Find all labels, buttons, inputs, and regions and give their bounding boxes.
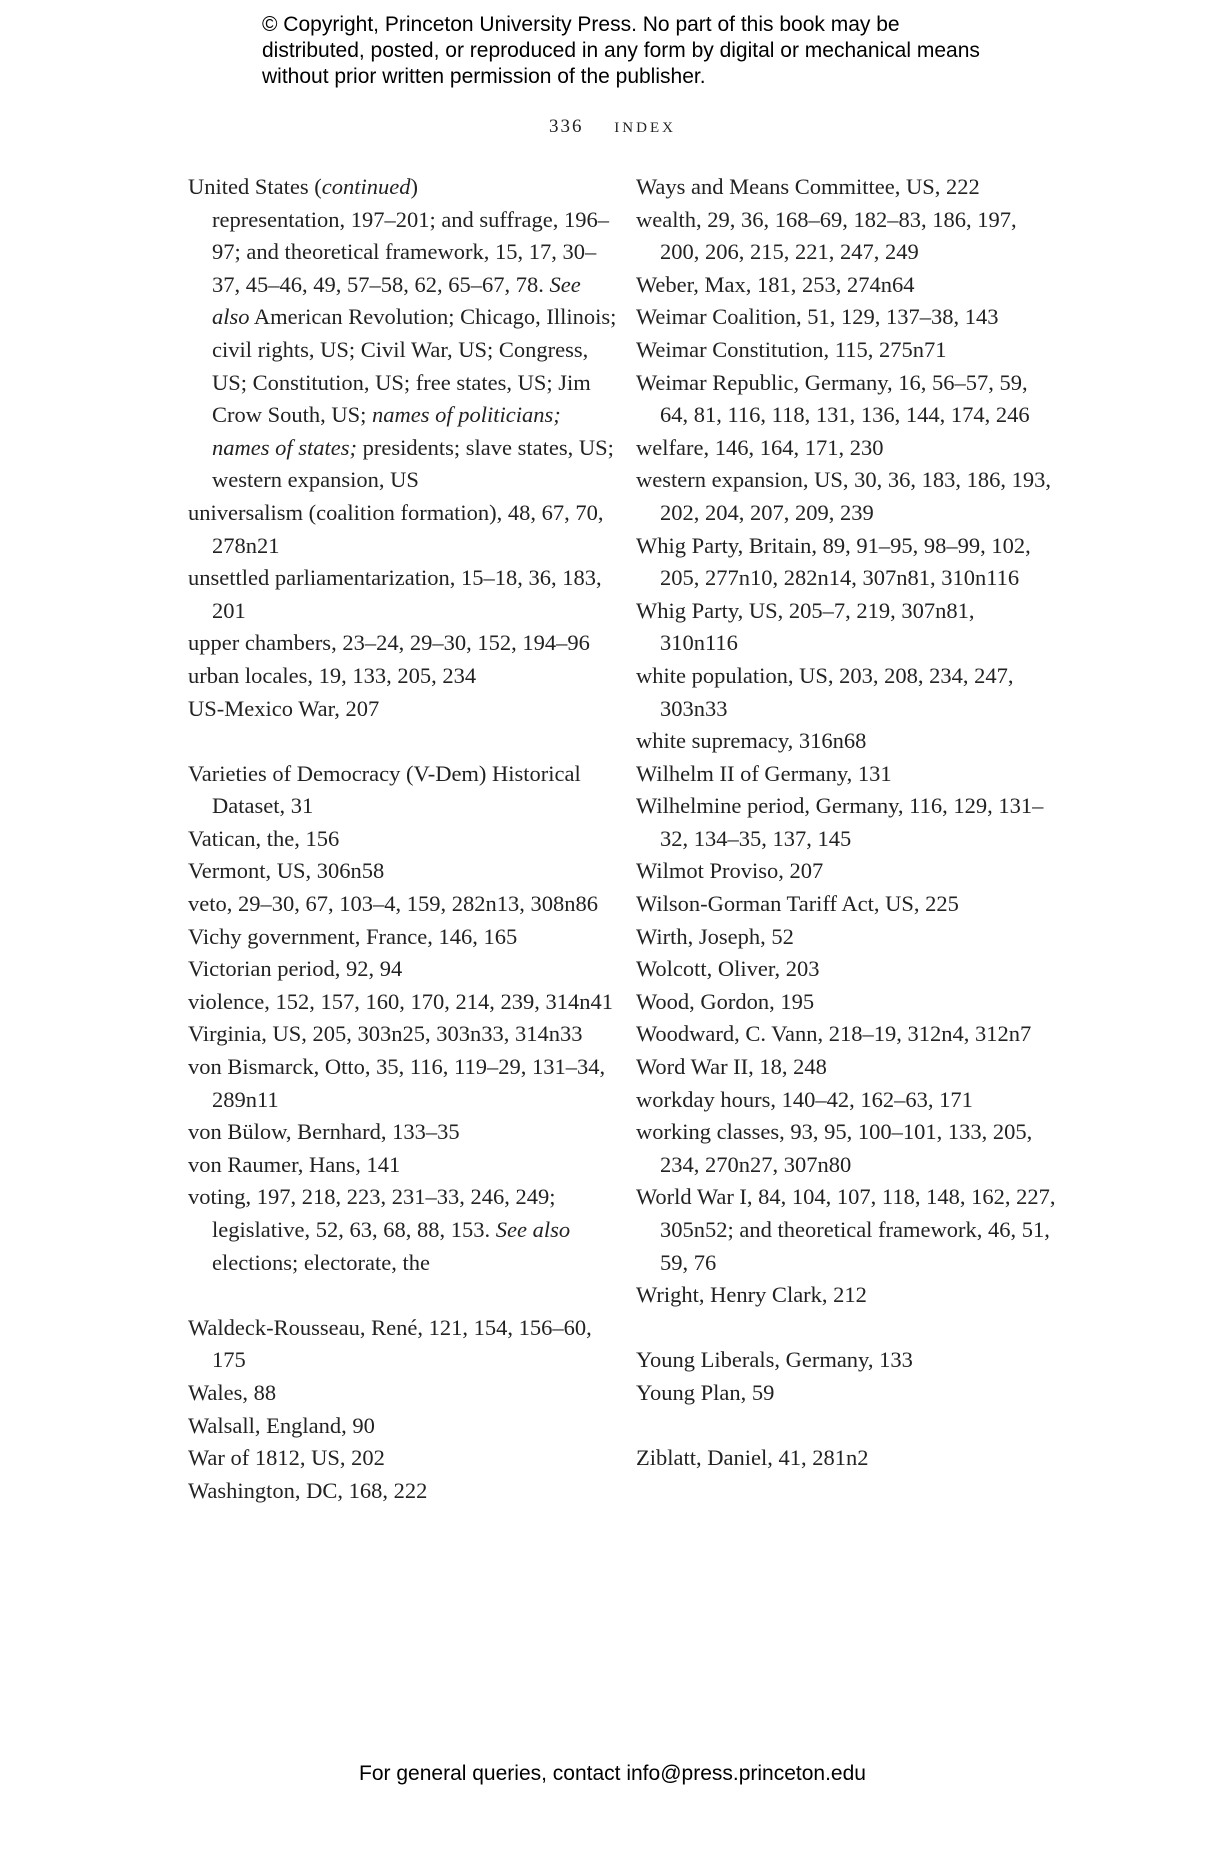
index-entry: Ways and Means Committee, US, 222 — [636, 174, 980, 199]
index-entry: Woodward, C. Vann, 218–19, 312n4, 312n7 — [636, 1021, 1032, 1047]
index-entry: Walsall, England, 90 — [188, 1412, 375, 1438]
copyright-notice: © Copyright, Princeton University Press. No part of this book may be distributed, posted, or reproduced in any form by digital or mechanical means without prior written permission of the publisher. — [262, 13, 980, 88]
page-number: 336 — [549, 116, 584, 137]
index-entry: Weimar Coalition, 51, 129, 137–38, 143 — [636, 304, 999, 330]
index-entry: violence, 152, 157, 160, 170, 214, 239, 314n41 — [188, 988, 613, 1014]
see-also-label: See also — [212, 271, 581, 330]
index-entry: Weber, Max, 181, 253, 274n64 — [636, 271, 915, 297]
index-entry: Young Liberals, Germany, 133 — [636, 1347, 913, 1373]
index-entry: western expansion, US, 30, 36, 183, 186, 193, 202, 204, 207, 209, 239 — [636, 467, 1051, 525]
index-entry: Wilson-Gorman Tariff Act, US, 225 — [636, 891, 959, 917]
index-entry: Young Plan, 59 — [636, 1379, 775, 1405]
index-entry: Wolcott, Oliver, 203 — [636, 956, 820, 982]
index-entry: Virginia, US, 205, 303n25, 303n33, 314n33 — [188, 1021, 583, 1047]
index-entry: Whig Party, Britain, 89, 91–95, 98–99, 102, 205, 277n10, 282n14, 307n81, 310n116 — [636, 532, 1031, 591]
letter-group-gap — [188, 1279, 618, 1312]
index-column-left — [188, 171, 618, 1507]
index-entry: universalism (coalition formation), 48, 67, 70, 278n21 — [188, 499, 604, 558]
index-entry: Ziblatt, Daniel, 41, 281n2 — [636, 1445, 869, 1471]
index-entry: working classes, 93, 95, 100–101, 133, 205, 234, 270n27, 307n80 — [636, 1119, 1033, 1177]
index-entry: War of 1812, US, 202 — [188, 1445, 385, 1471]
index-entry: workday hours, 140–42, 162–63, 171 — [636, 1086, 973, 1112]
index-entry: von Bismarck, Otto, 35, 116, 119–29, 131–34, 289n11 — [188, 1054, 606, 1112]
entry-term-close: ) — [410, 174, 418, 199]
index-entry: von Bülow, Bernhard, 133–35 — [188, 1119, 460, 1145]
index-entry: von Raumer, Hans, 141 — [188, 1151, 401, 1177]
subentry-text: presidents; slave states, US; western expansion, US — [212, 434, 614, 493]
subentry-text: representation, 197–201; and suffrage, 196–97; and theoretical framework, 15, 17, 30–37, 45–46, 49, 57–58, 62, 65–67, 78. — [212, 206, 609, 297]
index-entry: urban locales, 19, 133, 205, 234 — [188, 662, 477, 688]
index-entry: white population, US, 203, 208, 234, 247, 303n33 — [636, 662, 1014, 721]
index-entry: Whig Party, US, 205–7, 219, 307n81, 310n116 — [636, 597, 975, 656]
index-entry: unsettled parliamentarization, 15–18, 36, 183, 201 — [188, 565, 602, 623]
index-entry: wealth, 29, 36, 168–69, 182–83, 186, 197, 200, 206, 215, 221, 247, 249 — [636, 206, 1017, 265]
index-entry: Wirth, Joseph, 52 — [636, 923, 794, 949]
letter-group-gap — [636, 1312, 1056, 1345]
see-also-label: See also — [495, 1217, 571, 1242]
letter-group-gap — [188, 725, 618, 758]
italic-reference: names of politicians; names of states; — [212, 402, 561, 460]
index-entry: Wilhelm II of Germany, 131 — [636, 760, 892, 786]
index-entry: white supremacy, 316n68 — [636, 728, 867, 754]
section-title: index — [614, 112, 676, 137]
index-entry: Wilhelmine period, Germany, 116, 129, 131–32, 134–35, 137, 145 — [636, 793, 1044, 851]
index-entry-voting — [188, 1181, 618, 1279]
index-entry: welfare, 146, 164, 171, 230 — [636, 434, 884, 460]
index-entry: Vichy government, France, 146, 165 — [188, 923, 518, 949]
index-entry: veto, 29–30, 67, 103–4, 159, 282n13, 308n86 — [188, 891, 598, 917]
index-entry: Victorian period, 92, 94 — [188, 956, 403, 982]
index-subentry-united-states — [188, 204, 618, 497]
entry-text: elections; electorate, the — [212, 1249, 431, 1275]
index-entry: Weimar Constitution, 115, 275n71 — [636, 336, 947, 362]
index-entry: Wright, Henry Clark, 212 — [636, 1282, 867, 1308]
index-entry: Varieties of Democracy (V-Dem) Historical Dataset, 31 — [188, 760, 581, 819]
index-column-right — [636, 171, 1056, 1475]
footer-contact: For general queries, contact info@press.princeton.edu — [359, 1762, 866, 1785]
entry-text: voting, 197, 218, 223, 231–33, 246, 249; legislative, 52, 63, 68, 88, 153. — [188, 1184, 556, 1242]
index-entry: Wood, Gordon, 195 — [636, 988, 815, 1014]
index-entry: Wilmot Proviso, 207 — [636, 858, 824, 884]
index-entry-united-states — [188, 171, 618, 204]
index-entry: US-Mexico War, 207 — [188, 695, 380, 721]
index-entry: Washington, DC, 168, 222 — [188, 1477, 428, 1503]
entry-term: United States ( — [188, 174, 322, 199]
index-entry: Waldeck-Rousseau, René, 121, 154, 156–60, 175 — [188, 1314, 592, 1373]
subentry-text: American Revolution; Chicago, Illinois; civil rights, US; Civil War, US; Congress, US; Constitution, US; free states, US; Jim Crow South, US; — [212, 304, 617, 428]
running-head — [0, 112, 1225, 138]
letter-group-gap — [636, 1410, 1056, 1443]
index-entry: upper chambers, 23–24, 29–30, 152, 194–96 — [188, 630, 590, 656]
entry-continued: continued — [321, 174, 411, 199]
index-entry: Vermont, US, 306n58 — [188, 858, 385, 884]
index-entry: Word War II, 18, 248 — [636, 1054, 827, 1080]
index-entry: Vatican, the, 156 — [188, 825, 340, 851]
index-entry: World War I, 84, 104, 107, 118, 148, 162, 227, 305n52; and theoretical framework, 46, 51, 59, 76 — [636, 1184, 1056, 1275]
index-entry: Weimar Republic, Germany, 16, 56–57, 59, 64, 81, 116, 118, 131, 136, 144, 174, 246 — [636, 369, 1030, 428]
index-entry: Wales, 88 — [188, 1379, 277, 1405]
